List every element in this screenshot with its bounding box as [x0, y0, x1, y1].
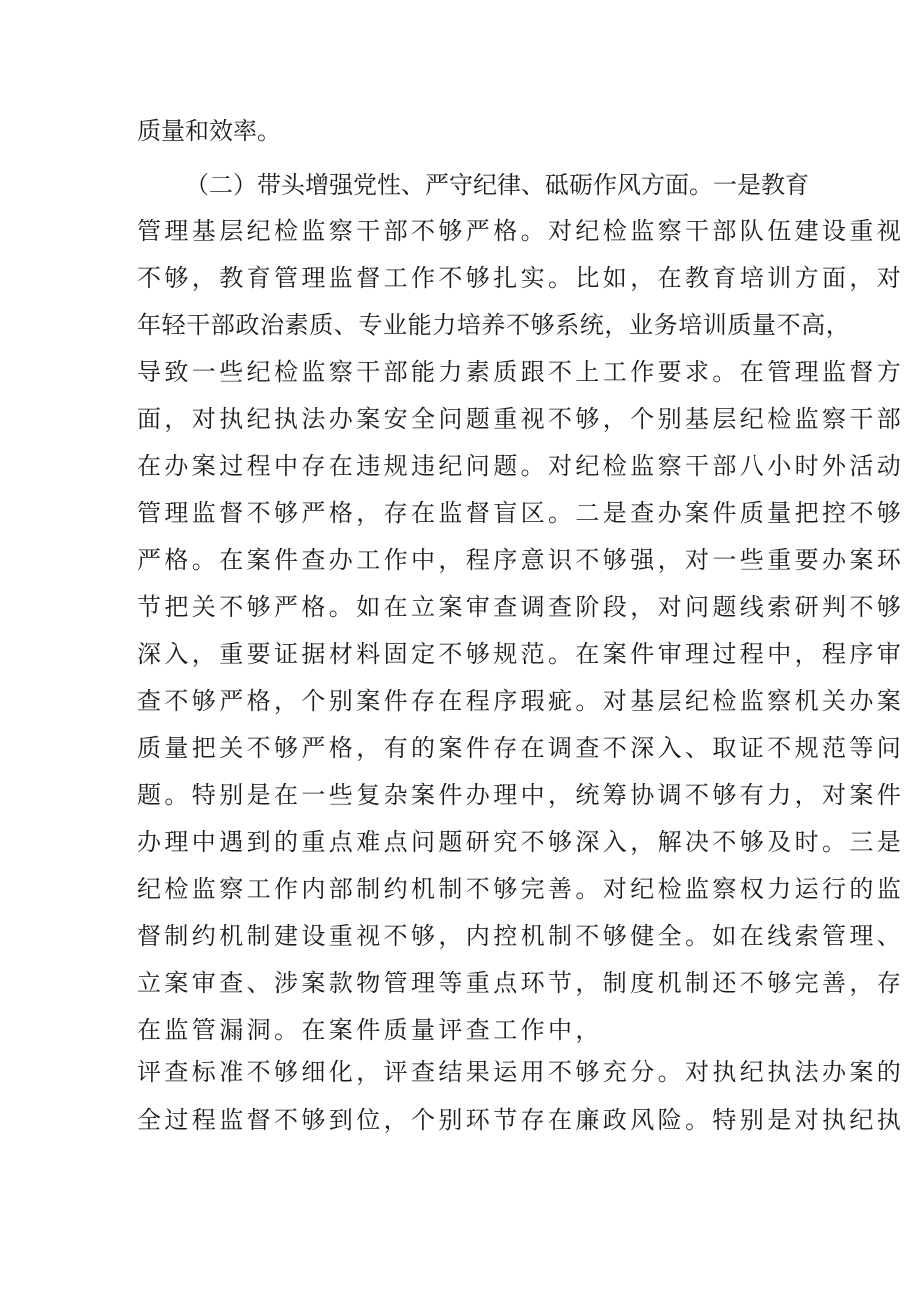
- text-line: 纪检监察工作内部制约机制不够完善。对纪检监察权力运行的监: [137, 875, 905, 903]
- text-line: 严格。在案件查办工作中，程序意识不够强，对一些重要办案环: [137, 546, 905, 574]
- text-line: 不够，教育管理监督工作不够扎实。比如，在教育培训方面，对: [137, 264, 905, 292]
- text-line: 质量把关不够严格，有的案件存在调查不深入、取证不规范等问: [137, 734, 905, 762]
- text-line: 在办案过程中存在违规违纪问题。对纪检监察干部八小时外活动: [137, 452, 905, 480]
- text-line: 管理监督不够严格，存在监督盲区。二是查办案件质量把控不够: [137, 499, 905, 527]
- text-line: 导致一些纪检监察干部能力素质跟不上工作要求。在管理监督方: [137, 358, 905, 386]
- text-line: 年轻干部政治素质、专业能力培养不够系统，业务培训质量不高，: [137, 311, 851, 339]
- text-line: 立案审查、涉案款物管理等重点环节，制度机制还不够完善，存: [137, 969, 905, 997]
- paragraph-heading-line: （二）带头增强党性、严守纪律、砥砺作风方面。一是教育: [185, 171, 809, 199]
- text-line: 办理中遇到的重点难点问题研究不够深入，解决不够及时。三是: [137, 828, 905, 856]
- text-line: 全过程监督不够到位，个别环节存在廉政风险。特别是对执纪执: [137, 1106, 905, 1134]
- text-line: 质量和效率。: [137, 117, 281, 145]
- text-line: 题。特别是在一些复杂案件办理中，统筹协调不够有力，对案件: [137, 781, 905, 809]
- text-line: 节把关不够严格。如在立案审查调查阶段，对问题线索研判不够: [137, 593, 905, 621]
- text-line: 在监管漏洞。在案件质量评查工作中，: [137, 1016, 603, 1044]
- text-line: 深入，重要证据材料固定不够规范。在案件审理过程中，程序审: [137, 640, 905, 668]
- text-line: 督制约机制建设重视不够，内控机制不够健全。如在线索管理、: [137, 922, 905, 950]
- text-line: 面，对执纪执法办案安全问题重视不够，个别基层纪检监察干部: [137, 405, 905, 433]
- text-line: 查不够严格，个别案件存在程序瑕疵。对基层纪检监察机关办案: [137, 687, 905, 715]
- text-line: 管理基层纪检监察干部不够严格。对纪检监察干部队伍建设重视: [137, 217, 905, 245]
- text-line: 评查标准不够细化，评查结果运用不够充分。对执纪执法办案的: [137, 1058, 905, 1086]
